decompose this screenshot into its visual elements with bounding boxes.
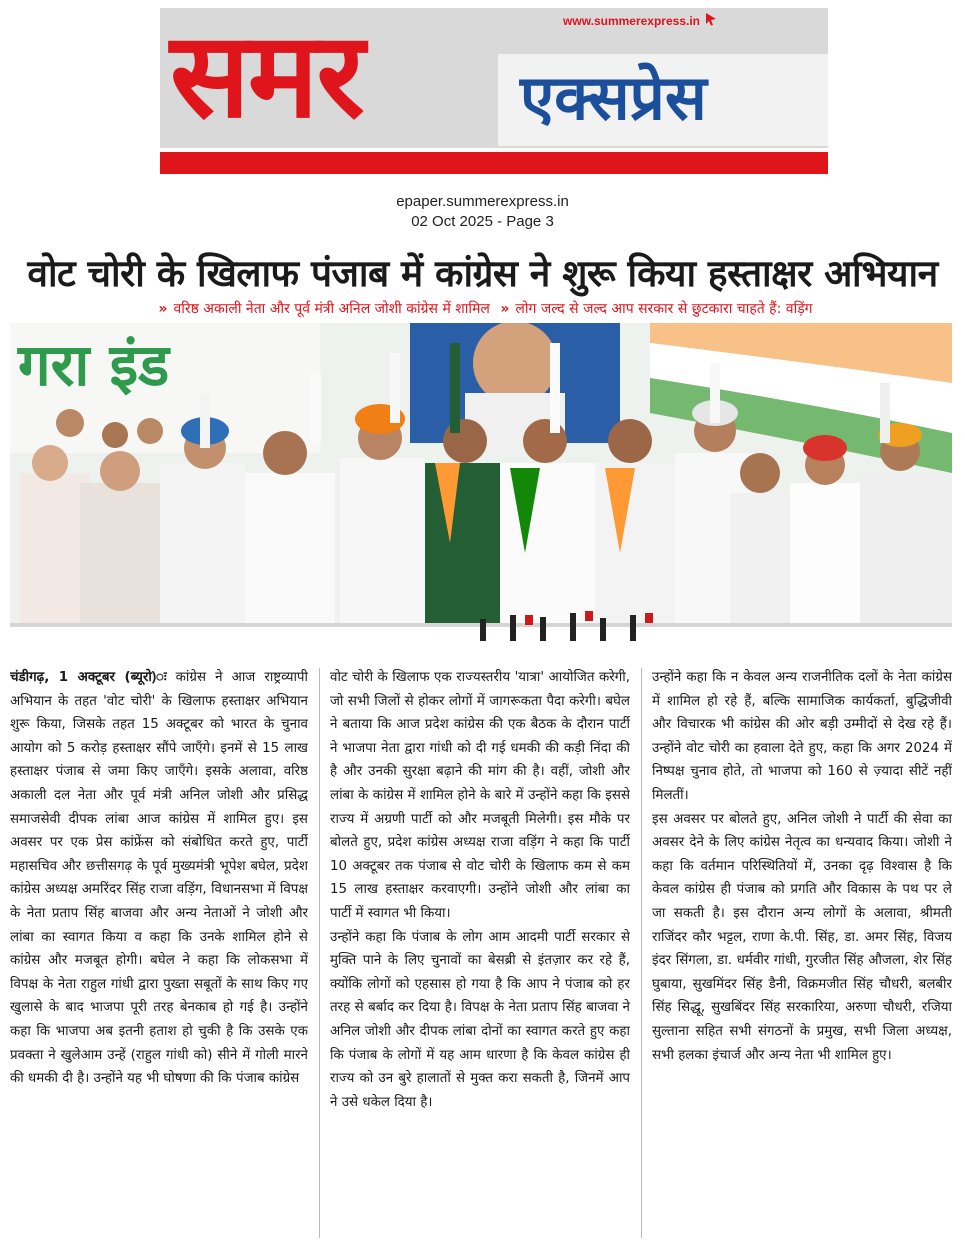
column-3-paragraph-1: उन्होंने कहा कि न केवल अन्य राजनीतिक दलों के नेता कांग्रेस में शामिल हो रहे हैं, बल्कि सामाजिक कार्यकर्ता, बुद्धिजीवी और विचारक भी कांग्रेस की ओर बड़ी उम्मीदों से देख रहे हैं। उन्होंने वोट चोरी का हवाला देते हुए, कहा कि अगर 2024 में निष्पक्ष चुनाव होते, तो भाजपा को 160 से ज़्यादा सीटें नहीं मिलतीं। — [652, 670, 952, 803]
article-headline: वोट चोरी के खिलाफ पंजाब में कांग्रेस ने शुरू किया हस्ताक्षर अभियान — [27, 252, 938, 295]
article-photo — [10, 323, 952, 659]
column-3-paragraph-2: इस अवसर पर बोलते हुए, अनिल जोशी ने पार्टी की सेवा का अवसर देने के लिए कांग्रेस नेतृत्व का धन्यवाद किया। जोशी ने कहा कि वर्तमान परिस्थितियों में, उनका दृढ़ विश्वास है कि केवल कांग्रेस ही पंजाब को प्रगति और विकास के पथ पर ले जा सकती है। इस दौरान अन्य लोगों के अलावा, श्रीमती राजिंदर कौर भट्टल, राणा के.पी. सिंह, डा. अमर सिंह, विजय इंदर सिंगला, डा. धर्मवीर गांधी, गुरजीत सिंह औजला, शेर सिंह घुबाया, सुखमिंदर सिंह डैनी, विक्रमजीत सिंह चौधरी, बलबीर सिंह सिद्धू, सुखबिंदर सिंह सरकारिया, अरुणा चौधरी, रजिया सुल्ताना सहित सभी संगठनों के प्रमुख, सभी जिला अध्यक्ष, सभी हलका इंचार्ज और अन्य नेता भी शामिल हुए। — [652, 811, 952, 1063]
column-1-text: कांग्रेस ने आज राष्ट्रव्यापी अभियान के तहत 'वोट चोरी' के खिलाफ हस्ताक्षर अभियान शुरू किया, जिसके तहत 15 अक्टूबर को भारत के चुनाव आयोग को 5 करोड़ हस्ताक्षर सौंपे जाएँगे। इनमें से 15 लाख हस्ताक्षर पंजाब से जमा किए जाएँगे। इसके अलावा, वरिष्ठ अकाली दल नेता और पूर्व मंत्री अनिल जोशी और प्रसिद्ध समाजसेवी दीपक लांबा आज कांग्रेस में शामिल हुए। इस अवसर पर एक प्रेस कांफ्रेंस को संबोधित करते हुए, पार्टी महासचिव और छत्तीसगढ़ के पूर्व मुख्यमंत्री भूपेश बघेल, प्रदेश कांग्रेस अध्यक्ष अमरिंदर सिंह राजा वड़िंग, विधानसभा में विपक्ष के नेता प्रताप सिंह बाजवा और अन्य नेताओं ने जोशी और लांबा का स्वागत किया व कहा कि उनके शामिल होने से कांग्रेस और मजबूत होगी। बघेल ने कहा कि लोकसभा में विपक्ष के नेता राहुल गांधी द्वारा पुख्ता सबूतों के साथ किए गए खुलासे के बाद भाजपा पूरी तरह बेनकाब हो गई है। उन्होंने कहा कि भाजपा अब इतनी हताश हो चुकी है कि उसके एक प्रवक्ता ने खुलेआम उन्हें (राहुल गांधी को) सीने में गोली मारने की धमकी दी है। उन्होंने यह भी घोषणा की कि पंजाब कांग्रेस — [10, 670, 308, 1087]
article-subheadline — [0, 299, 965, 318]
subhead-1: वरिष्ठ अकाली नेता और पूर्व मंत्री अनिल जोशी कांग्रेस में शामिल — [173, 301, 490, 317]
cursor-click-icon — [704, 12, 718, 26]
subhead-marker: » — [158, 301, 168, 317]
column-2-paragraph-2: उन्होंने कहा कि पंजाब के लोग आम आदमी पार्टी सरकार से मुक्ति पाने के लिए चुनावों का बेसब्री से इंतज़ार कर रहे हैं, क्योंकि लोगों को एहसास हो गया है कि आप ने पंजाब को हर तरह से बर्बाद कर दिया है। विपक्ष के नेता प्रताप सिंह बाजवा ने अनिल जोशी और दीपक लांबा दोनों का स्वागत करते हुए कहा कि पंजाब के लोगों में यह आम धारणा है कि केवल कांग्रेस ही राज्य को उन बुरे हालातों से मुक्त करा सकती है, जिनमें आप ने उसे धकेल दिया है। — [330, 929, 630, 1110]
article-column-3 — [652, 666, 952, 1240]
column-divider — [319, 668, 320, 1238]
column-1-paragraph — [10, 666, 308, 1091]
article-dateline: चंडीगढ़, 1 अक्टूबर (ब्यूरो)ः — [10, 670, 167, 685]
column-2-paragraph-1: वोट चोरी के खिलाफ एक राज्यस्तरीय 'यात्रा' आयोजित करेगी, जो सभी जिलों से होकर लोगों में जागरूकता पैदा करेगी। बघेल ने बताया कि आज प्रदेश कांग्रेस की एक बैठक के दौरान पार्टी ने भाजपा नेता द्वारा गांधी को दी गई धमकी की कड़ी निंदा की है और उनकी सुरक्षा बढ़ाने की मांग की है। वहीं, जोशी और लांबा के कांग्रेस में शामिल होने के बारे में उन्होंने कहा कि इससे राज्य में अग्रणी पार्टी को और मजबूती मिलेगी। इस मौके पर बोलते हुए, प्रदेश कांग्रेस अध्यक्ष राजा वड़िंग ने कहा कि पार्टी 10 अक्टूबर तक पंजाब से वोट चोरी के खिलाफ कम से कम 15 लाख हस्ताक्षर करवाएगी। उन्होंने जोशी और लांबा का पार्टी में स्वागत भी किया। — [330, 670, 630, 921]
article-column-2 — [330, 666, 630, 1240]
subhead-marker: » — [500, 301, 510, 317]
masthead-website-link[interactable]: www.summerexpress.in — [563, 14, 700, 28]
masthead-brand-subname: एक्सप्रेस — [520, 61, 707, 134]
article-column-1 — [10, 666, 308, 1240]
edition-date-page: 02 Oct 2025 - Page 3 — [411, 213, 554, 230]
photo-banner-text: गरा इंड — [18, 331, 170, 399]
subhead-2: लोग जल्द से जल्द आप सरकार से छुटकारा चाहते हैं: वड़िंग — [515, 301, 813, 317]
masthead-red-bar — [160, 152, 828, 174]
epaper-url[interactable]: epaper.summerexpress.in — [396, 193, 569, 210]
masthead — [160, 8, 828, 180]
column-divider — [641, 668, 642, 1238]
masthead-brand-name: समर — [170, 6, 363, 144]
